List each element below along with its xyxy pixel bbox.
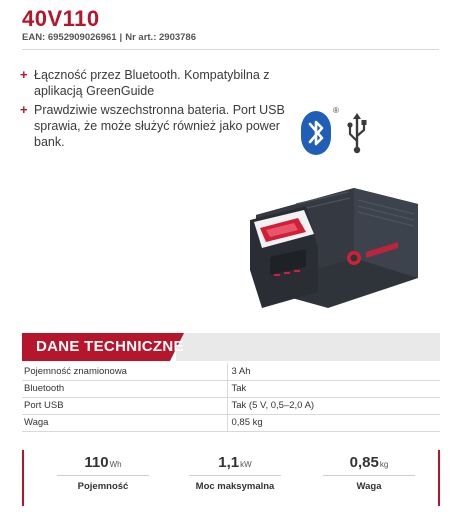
ean-code: EAN: 6952909026961 (22, 32, 117, 43)
summary-capacity (48, 454, 158, 492)
feature-text: Łączność przez Bluetooth. Kompatybilna z aplikacją GreenGuide (34, 68, 270, 98)
summary-panel (22, 450, 440, 506)
feature-text: Prawdziwie wszechstronna bateria. Port USB sprawia, że może służyć również jako power bank. (34, 103, 285, 149)
summary-weight (314, 454, 424, 492)
article-number: Nr art.: 2903786 (125, 32, 196, 43)
feature-list (20, 67, 290, 153)
spec-key: Pojemność znamionowa (22, 363, 227, 380)
feature-item (20, 102, 290, 150)
table-row (22, 380, 440, 397)
spec-table (22, 363, 440, 432)
table-row (22, 397, 440, 414)
registered-mark: ® (333, 106, 339, 115)
summary-label: Pojemność (77, 481, 129, 492)
summary-divider (57, 475, 149, 476)
product-codes (22, 32, 196, 43)
usb-icon (346, 112, 368, 154)
summary-value: 0,85 (349, 454, 379, 471)
spec-key: Waga (22, 414, 227, 431)
tech-section-title: DANE TECHNICZNE (36, 338, 184, 355)
code-separator: | (119, 32, 123, 43)
header-divider (22, 49, 439, 50)
summary-unit: Wh (109, 460, 122, 469)
summary-divider (323, 475, 415, 476)
spec-value: Tak (227, 380, 440, 397)
summary-value: 110 (84, 454, 109, 471)
product-model: 40V110 (22, 6, 100, 31)
summary-divider (189, 475, 281, 476)
plus-bullet-icon: + (20, 67, 28, 82)
summary-unit: kW (240, 460, 252, 469)
battery-image (236, 170, 426, 320)
spec-value: Tak (5 V, 0,5–2,0 A) (227, 397, 440, 414)
spec-value: 3 Ah (227, 363, 440, 380)
spec-key: Port USB (22, 397, 227, 414)
summary-label: Waga (356, 481, 382, 492)
tech-header-bar (176, 333, 440, 361)
summary-label: Moc maksymalna (195, 481, 275, 492)
summary-value: 1,1 (218, 454, 240, 471)
feature-item (20, 67, 290, 99)
table-row (22, 414, 440, 431)
summary-power (180, 454, 290, 492)
table-row (22, 363, 440, 380)
spec-key: Bluetooth (22, 380, 227, 397)
spec-value: 0,85 kg (227, 414, 440, 431)
plus-bullet-icon: + (20, 102, 28, 117)
bluetooth-icon (300, 110, 332, 156)
summary-unit: kg (379, 460, 389, 469)
